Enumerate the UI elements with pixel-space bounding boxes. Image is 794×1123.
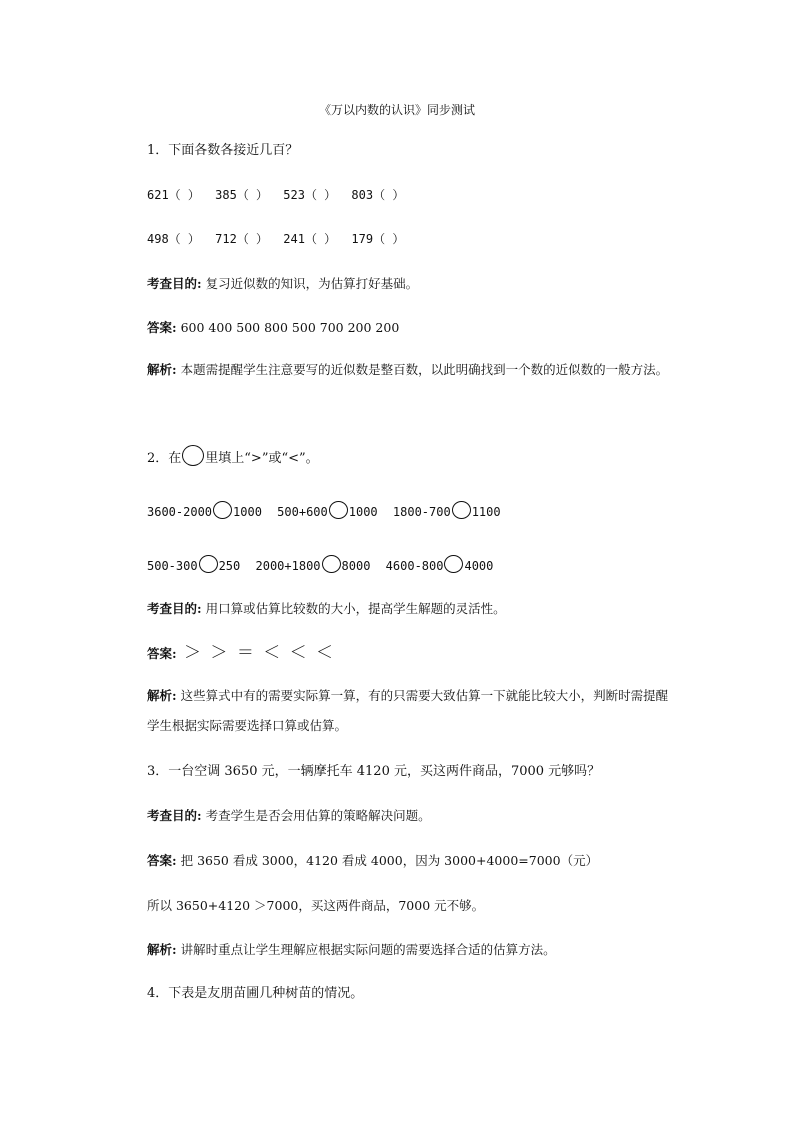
q1-row2	[147, 231, 404, 247]
q1-answer	[147, 320, 399, 336]
q1-row1	[147, 187, 404, 203]
circle-blank-icon	[182, 445, 204, 466]
q1-explanation	[147, 355, 675, 385]
compare-circle[interactable]	[452, 501, 471, 519]
answer-label: 答案:	[147, 320, 177, 335]
explanation-label: 解析:	[147, 688, 177, 703]
q1-item: 621（ ）	[147, 188, 200, 202]
answer-text: 把 3650 看成 3000，4120 看成 4000，因为 3000+4000=7000（元）	[176, 853, 599, 868]
compare-circle[interactable]	[199, 555, 218, 573]
expression: 500-300	[147, 559, 198, 573]
q1-aim	[147, 276, 418, 292]
q1-stem: 1．下面各数各接近几百？	[147, 143, 299, 158]
explanation-text: 这些算式中有的需要实际算一算，有的只需要大致估算一下就能比较大小，判断时需提醒学生根据实际需要选择口算或估算。	[147, 688, 669, 733]
q3-stem: 3．一台空调 3650 元，一辆摩托车 4120 元，买这两件商品，7000 元够吗？	[147, 764, 601, 779]
compare-circle[interactable]	[444, 555, 463, 573]
expression: 1800-700	[392, 505, 451, 519]
explanation-text: 讲解时重点让学生理解应根据实际问题的需要选择合适的估算方法。	[176, 942, 556, 957]
explanation-label: 解析:	[147, 942, 177, 957]
aim-label: 考查目的:	[147, 276, 202, 291]
q3-answer-line2: 所以 3650+4120 ＞7000，买这两件商品，7000 元不够。	[147, 898, 485, 913]
answer-label: 答案:	[147, 853, 177, 868]
q4-stem: 4．下表是友朋苗圃几种树苗的情况。	[147, 986, 364, 1001]
value: 1100	[471, 505, 501, 519]
q2-row1	[147, 501, 501, 520]
aim-label: 考查目的:	[147, 601, 202, 616]
answer-label: 答案:	[147, 646, 177, 661]
q3-aim	[147, 808, 431, 824]
aim-text: 考查学生是否会用估算的策略解决问题。	[201, 808, 431, 823]
compare-circle[interactable]	[322, 555, 341, 573]
q1-item: 712（ ）	[215, 232, 269, 246]
aim-text: 复习近似数的知识，为估算打好基础。	[201, 276, 419, 291]
value: 4000	[464, 559, 494, 573]
q2-aim	[147, 601, 506, 617]
value: 8000	[341, 559, 371, 573]
answer-text: ＞ ＞ ＝ ＜ ＜ ＜	[176, 643, 336, 663]
q1-item: 179（ ）	[351, 232, 405, 246]
q3-explanation	[147, 942, 556, 958]
explanation-text: 本题需提醒学生注意要写的近似数是整百数，以此明确找到一个数的近似数的一般方法。	[176, 362, 669, 377]
compare-circle[interactable]	[329, 501, 348, 519]
compare-circle[interactable]	[213, 501, 232, 519]
q2-explanation	[147, 681, 675, 741]
q2-answer	[147, 645, 335, 662]
q2-stem-post: 里填上“>”或“<”。	[205, 451, 319, 466]
expression: 500+600	[277, 505, 328, 519]
page-title: 《万以内数的认识》同步测试	[318, 103, 475, 117]
q1-item: 498（ ）	[147, 232, 200, 246]
q2-stem-pre: 2．在	[147, 451, 182, 466]
q3-answer	[147, 853, 598, 869]
q1-item: 803（ ）	[351, 188, 405, 202]
answer-text: 600 400 500 800 500 700 200 200	[176, 320, 400, 335]
value: 1000	[348, 505, 378, 519]
aim-label: 考查目的:	[147, 808, 202, 823]
value: 250	[218, 559, 241, 573]
q2-row2	[147, 555, 493, 574]
expression: 2000+1800	[255, 559, 321, 573]
q1-item: 385（ ）	[215, 188, 269, 202]
q1-item: 523（ ）	[283, 188, 337, 202]
q2-stem	[147, 445, 319, 467]
expression: 4600-800	[385, 559, 444, 573]
explanation-label: 解析:	[147, 362, 177, 377]
q1-item: 241（ ）	[283, 232, 337, 246]
expression: 3600-2000	[147, 505, 213, 519]
value: 1000	[233, 505, 262, 519]
aim-text: 用口算或估算比较数的大小，提高学生解题的灵活性。	[201, 601, 506, 616]
